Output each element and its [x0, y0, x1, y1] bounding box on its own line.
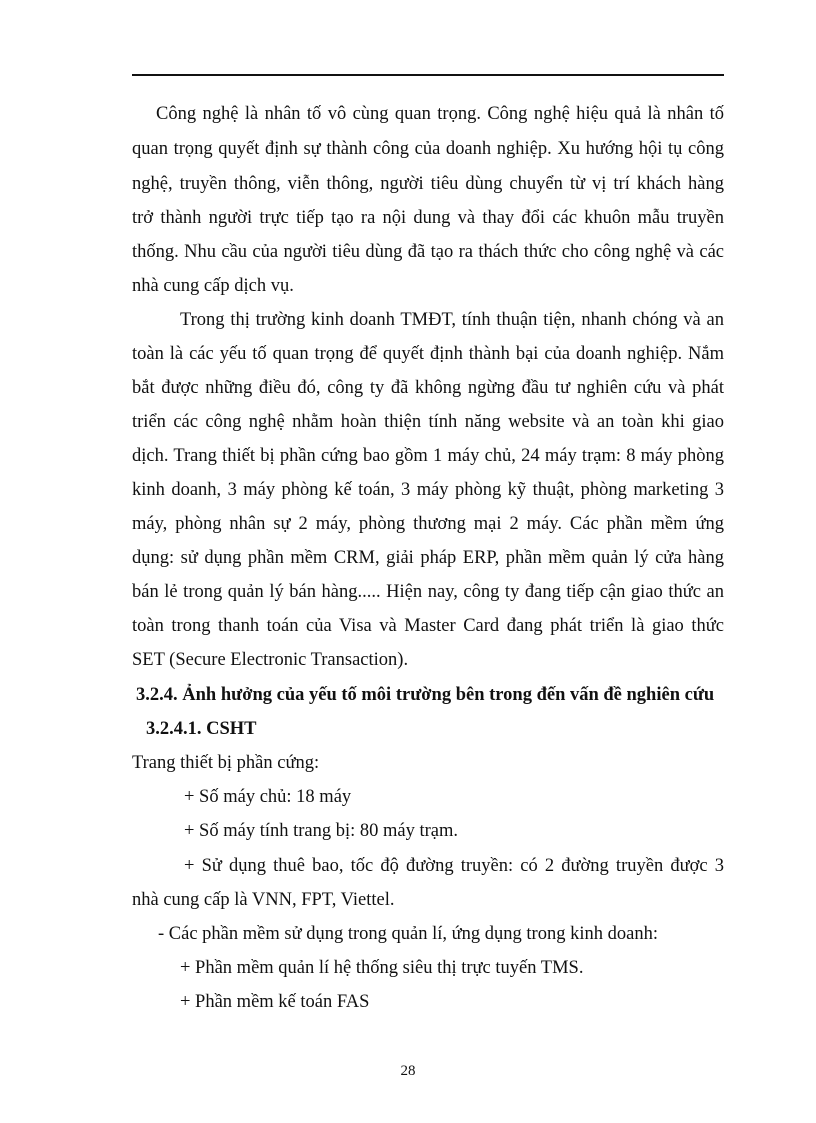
subsection-heading: 3.2.4.1. CSHT — [146, 719, 257, 739]
paragraph-line: dụng: sử dụng phần mềm CRM, giải pháp ERP, phần mềm quản lý cửa hàng — [132, 548, 724, 568]
paragraph-line: triển các công nghệ nhằm hoàn thiện tính năng website và an toàn khi giao — [132, 412, 724, 432]
paragraph-line: thống. Nhu cầu của người tiêu dùng đã tạo ra thách thức cho công nghệ và các — [132, 242, 724, 262]
paragraph-line: máy, phòng nhân sự 2 máy, phòng thương mại 2 máy. Các phần mềm ứng — [132, 514, 724, 534]
paragraph-line: toàn là các yếu tố quan trọng để quyết định thành bại của doanh nghiệp. Nắm — [132, 344, 724, 364]
header-rule — [132, 74, 724, 76]
hardware-item-computers: + Số máy tính trang bị: 80 máy trạm. — [184, 821, 459, 841]
hardware-item-subscription: + Sử dụng thuê bao, tốc độ đường truyền: có 2 đường truyền được 3 — [184, 856, 724, 876]
hardware-intro: Trang thiết bị phần cứng: — [132, 753, 320, 773]
paragraph-line: kinh doanh, 3 máy phòng kế toán, 3 máy phòng kỹ thuật, phòng marketing 3 — [132, 480, 724, 500]
hardware-item-subscription-cont: nhà cung cấp là VNN, FPT, Viettel. — [132, 890, 395, 910]
paragraph-line: SET (Secure Electronic Transaction). — [132, 650, 409, 670]
software-item-tms: + Phần mềm quản lí hệ thống siêu thị trực tuyến TMS. — [180, 958, 584, 978]
paragraph-line: toàn trong thanh toán của Visa và Master Card đang phát triển là giao thức — [132, 616, 724, 636]
paragraph-line: Trong thị trường kinh doanh TMĐT, tính thuận tiện, nhanh chóng và an — [180, 310, 724, 330]
paragraph-line: bán lẻ trong quản lý bán hàng..... Hiện nay, công ty đang tiếp cận giao thức an — [132, 582, 724, 602]
paragraph-line: quan trọng quyết định sự thành công của doanh nghiệp. Xu hướng hội tụ công — [132, 139, 724, 159]
software-intro: - Các phần mềm sử dụng trong quản lí, ứng dụng trong kinh doanh: — [158, 924, 658, 944]
software-item-fas: + Phần mềm kế toán FAS — [180, 992, 370, 1012]
hardware-item-servers: + Số máy chủ: 18 máy — [184, 787, 352, 807]
paragraph-line: nghệ, truyền thông, viễn thông, người tiêu dùng chuyển từ vị trí khách hàng — [132, 174, 724, 194]
section-heading: 3.2.4. Ảnh hưởng của yếu tố môi trường bên trong đến vấn đề nghiên cứu — [136, 685, 715, 705]
paragraph-line: Công nghệ là nhân tố vô cùng quan trọng. Công nghệ hiệu quả là nhân tố — [156, 104, 724, 124]
paragraph-line: dịch. Trang thiết bị phần cứng bao gồm 1 máy chủ, 24 máy trạm: 8 máy phòng — [132, 446, 724, 466]
page-number: 28 — [400, 1063, 416, 1079]
paragraph-line: nhà cung cấp dịch vụ. — [132, 276, 294, 296]
paragraph-line: bắt được những điều đó, công ty đã không ngừng đầu tư nghiên cứu và phát — [132, 378, 724, 398]
paragraph-line: trở thành người trực tiếp tạo ra nội dung và thay đổi các khuôn mẫu truyền — [132, 208, 724, 228]
